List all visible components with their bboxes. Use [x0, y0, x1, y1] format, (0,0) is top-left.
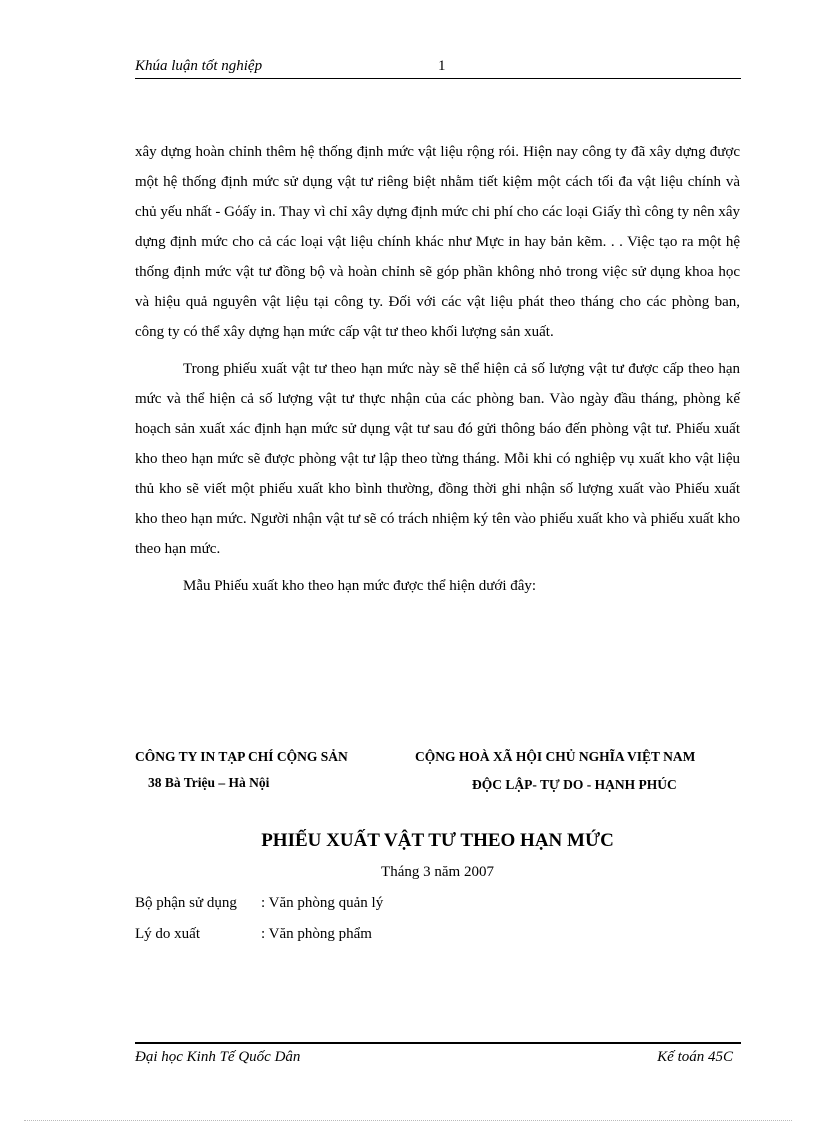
- paragraph-1: xây dựng hoàn chỉnh thêm hệ thống định mức vật liệu rộng rói. Hiện nay công ty đã xây dựng được một hệ thống định mức sử dụng vật tư riêng biệt nhằm tiết kiệm một cách tối đa vật liệu chính và chủ yếu nhất - Gόấy in. Thay vì chỉ xây dựng định mức chi phí cho các loại Giấy thì công ty nên xây dựng định mức cho cả các loại vật liệu chính khác như Mực in hay bản kẽm. . . Việc tạo ra một hệ thống định mức vật tư đồng bộ và hoàn chỉnh sẽ góp phần không nhỏ trong việc sử dụng khoa học và hiệu quả nguyên vật liệu tại công ty. Đối với các vật liệu phát theo tháng cho các phòng ban, công ty có thể xây dựng hạn mức cấp vật tư theo khối lượng sản xuất.: [135, 144, 740, 340]
- body-text: [135, 137, 740, 601]
- department-value: : Văn phòng quản lý: [261, 895, 384, 911]
- nation-name: CỘNG HOÀ XÃ HỘI CHỦ NGHĨA VIỆT NAM: [415, 749, 696, 764]
- reason-value: : Văn phòng phẩm: [261, 926, 372, 942]
- page-header: [135, 58, 741, 79]
- page-footer: [135, 1042, 741, 1065]
- form-date: Tháng 3 năm 2007: [381, 864, 494, 880]
- company-address: 38 Bà Triệu – Hà Nội: [148, 775, 270, 790]
- page-edge-divider: [24, 1120, 792, 1121]
- department-field: [135, 895, 383, 912]
- footer-university: Đại học Kinh Tế Quốc Dân: [135, 1049, 301, 1065]
- reason-field: [135, 926, 372, 943]
- paragraph-3: Mẫu Phiếu xuất kho theo hạn mức được thể hiện dưới đây:: [183, 578, 537, 594]
- footer-class: Kế toán 45C: [657, 1049, 733, 1065]
- department-label: Bộ phận sử dụng: [135, 895, 237, 911]
- form-title: PHIẾU XUẤT VẬT TƯ THEO HẠN MỨC: [261, 830, 614, 851]
- header-title: Khúa luận tốt nghiệp: [135, 58, 263, 74]
- page-number: 1: [438, 58, 446, 74]
- company-name: CÔNG TY IN TẠP CHÍ CỘNG SẢN: [135, 749, 348, 764]
- national-motto: ĐỘC LẬP- TỰ DO - HẠNH PHÚC: [472, 777, 677, 792]
- reason-label: Lý do xuất: [135, 926, 200, 942]
- paragraph-2: Trong phiếu xuất vật tư theo hạn mức này sẽ thể hiện cả số lượng vật tư được cấp theo hạn mức và thể hiện cả số lượng vật tư thực nhận của các phòng ban. Vào ngày đầu tháng, phòng kế hoạch sản xuất xác định hạn mức sử dụng vật tư sau đó gửi thông báo đến phòng vật tư. Phiếu xuất kho theo hạn mức sẽ được phòng vật tư lập theo từng tháng. Mỗi khi có nghiệp vụ xuất kho vật liệu thủ kho sẽ viết một phiếu xuất kho bình thường, đồng thời ghi nhận số lượng xuất vào Phiếu xuất kho theo hạn mức. Người nhận vật tư sẽ có trách nhiệm ký tên vào phiếu xuất kho và phiếu xuất kho theo hạn mức.: [135, 361, 740, 557]
